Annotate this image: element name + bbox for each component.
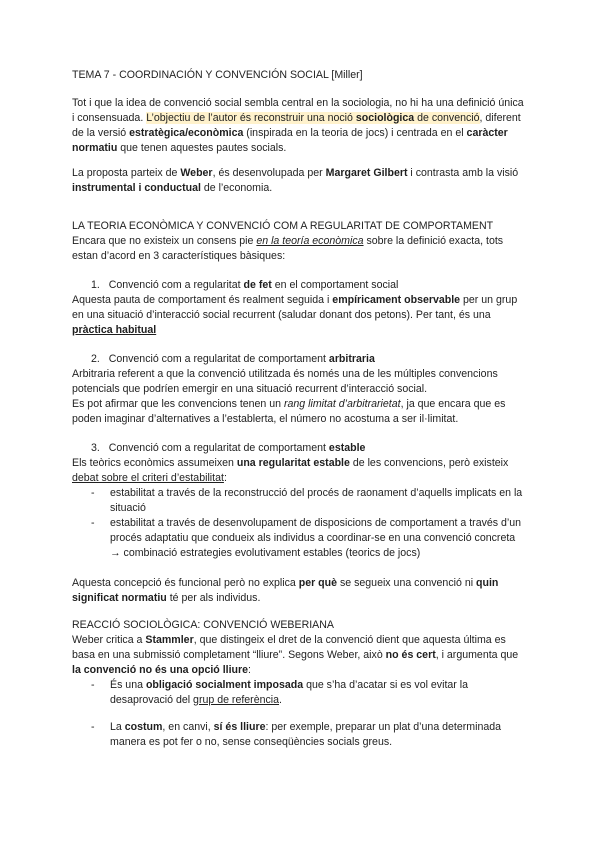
dash-marker: - [91, 721, 95, 733]
text: Aquesta pauta de comportament és realment seguida i [72, 294, 333, 306]
text: per un grup en una situació d’interacció social recurrent (saludar donant dos petons). Per tant, és una [72, 294, 518, 321]
bullet-item [72, 678, 528, 708]
text: Weber critica a [72, 634, 146, 646]
bullet-text [110, 720, 528, 750]
underlined-term: debat sobre el criteri d’estabilitat [72, 472, 224, 484]
bullet-text [110, 678, 528, 708]
text: Convenció com a regularitat [108, 279, 244, 291]
numbered-item-3 [72, 441, 528, 456]
text: en el comportament social [271, 279, 399, 291]
text: : [248, 664, 251, 676]
text: , ja que encara que es poden imaginar d’alternatives a l’establerta, el número no acostuma a ser il·limitat. [72, 398, 506, 425]
text: Convenció com a regularitat de comportament [108, 353, 329, 365]
text: La [110, 721, 125, 733]
bold-term: instrumental i conductual [72, 182, 201, 194]
highlight-text-end: de convenció [414, 112, 480, 124]
bold-term: per què [298, 577, 338, 589]
text: Es pot afirmar que les convencions tenen un [72, 398, 284, 410]
highlight-text: L’objectiu de l’autor és reconstruir una noció [146, 112, 356, 124]
numbered-item-1 [72, 278, 528, 293]
bold-term: una regularitat estable [236, 457, 350, 469]
intro-text: que tenen aquestes pautes socials. [117, 142, 287, 154]
text: Aquesta concepció és funcional però no explica [72, 577, 299, 589]
bold-term: Margaret Gilbert [325, 167, 408, 179]
bold-term: estable [328, 442, 366, 454]
item2-description: Arbitraria referent a que la convenció utilitzada és només una de les múltiples convencions potencials que podríen emergir en una situació recurrent d’interacció social. [72, 368, 498, 395]
section2-intro [72, 633, 528, 678]
text: , que distingeix el dret de la convenció dient que aquesta última es basa en una submissió completament “lliure”. Segons Weber, això [72, 634, 506, 661]
bullet-item [72, 720, 528, 750]
bold-term: costum [124, 721, 163, 733]
proposal-paragraph [72, 166, 528, 196]
text: , és desenvolupada per [212, 167, 326, 179]
item-number: 3. [91, 442, 100, 454]
text: té per als individus. [166, 592, 261, 604]
dash-marker: - [91, 487, 95, 499]
item1-description [72, 293, 528, 338]
bold-term: obligació socialment imposada [145, 679, 304, 691]
intro-text: Tot i que la idea de convenció social sembla central en la sociologia, no hi ha una definició única i consensuada. [72, 97, 524, 124]
conclusion-paragraph [72, 576, 528, 606]
bold-term: empíricament observable [332, 294, 461, 306]
intro-paragraph [72, 96, 528, 156]
text: : per exemple, preparar un plat d’una determinada manera es pot fer o no, sense conseqüències socials greus. [110, 721, 502, 748]
text: Convenció com a regularitat de comportament [108, 442, 329, 454]
underlined-term: en la teoría econòmica [256, 235, 364, 247]
bullet-text: estabilitat a través de la reconstrucció del procés de raonament d’aquells implicats en la situació [110, 487, 523, 514]
bold-term: arbitraria [328, 353, 375, 365]
underlined-bold-term: pràctica habitual [72, 324, 157, 336]
text: i contrasta amb la visió [407, 167, 519, 179]
item2-description-2 [72, 397, 528, 427]
intro-text: (inspirada en la teoria de jocs) i centrada en el [243, 127, 467, 139]
text: sobre la definició exacta, tots estan d’acord en 3 característiques bàsiques: [72, 235, 504, 262]
highlight-bold: sociològica [355, 112, 415, 124]
section1-intro [72, 234, 528, 264]
text: . [279, 694, 282, 706]
text: que s’ha d’acatar si es vol evitar la desaprovació del [110, 679, 469, 706]
bullet-item [72, 486, 528, 516]
text: : [223, 472, 227, 484]
bold-term: de fet [243, 279, 272, 291]
underlined-term: grup de referència [193, 694, 280, 706]
item3-description [72, 456, 528, 486]
item-number: 1. [91, 279, 100, 291]
text: És una [110, 679, 146, 691]
dash-marker: - [91, 517, 95, 529]
bold-term: sí és lliure [213, 721, 266, 733]
text: , en canvi, [162, 721, 214, 733]
section-heading-weberian: REACCIÓ SOCIOLÒGICA: CONVENCIÓ WEBERIANA [72, 619, 334, 631]
bold-term: no és cert [385, 649, 436, 661]
item-number: 2. [91, 353, 100, 365]
italic-term: rang limitat d’arbitrarietat [284, 398, 401, 410]
text: Encara que no existeix un consens pie [72, 235, 257, 247]
section-heading-economic: LA TEORIA ECONÒMICA Y CONVENCIÓ COM A REGULARITAT DE COMPORTAMENT [72, 220, 494, 232]
bullet-text: estabilitat a través de desenvolupament de disposicions de comportament a través d’un procés adaptatiu que condueix als individus a coordinar-se en una convenció concreta → combinació estrategies evolutivament estables (teorics de jocs) [110, 517, 522, 559]
text: de l’economia. [200, 182, 273, 194]
bold-term: Weber [180, 167, 213, 179]
text: La proposta parteix de [72, 167, 181, 179]
highlighted-text [146, 112, 479, 124]
text: , i argumenta que [435, 649, 519, 661]
spacer [72, 708, 528, 720]
text: se segueix una convenció ni [337, 577, 477, 589]
bullet-item [72, 516, 528, 561]
bold-term: estratègica/econòmica [129, 127, 244, 139]
bold-term: quin significat normatiu [72, 577, 499, 604]
text: de les convencions, però existeix [349, 457, 509, 469]
bold-term: Stammler [145, 634, 194, 646]
intro-text: , diferent de la versió [72, 112, 521, 139]
text: Els teòrics econòmics assumeixen [72, 457, 237, 469]
bold-term: la convenció no és una opció lliure [72, 664, 249, 676]
bold-term: caràcter normatiu [72, 127, 508, 154]
dash-marker: - [91, 679, 95, 691]
document-title: TEMA 7 - COORDINACIÓN Y CONVENCIÓN SOCIAL [Miller] [72, 69, 363, 81]
numbered-item-2 [72, 352, 528, 367]
document-page [72, 68, 528, 750]
